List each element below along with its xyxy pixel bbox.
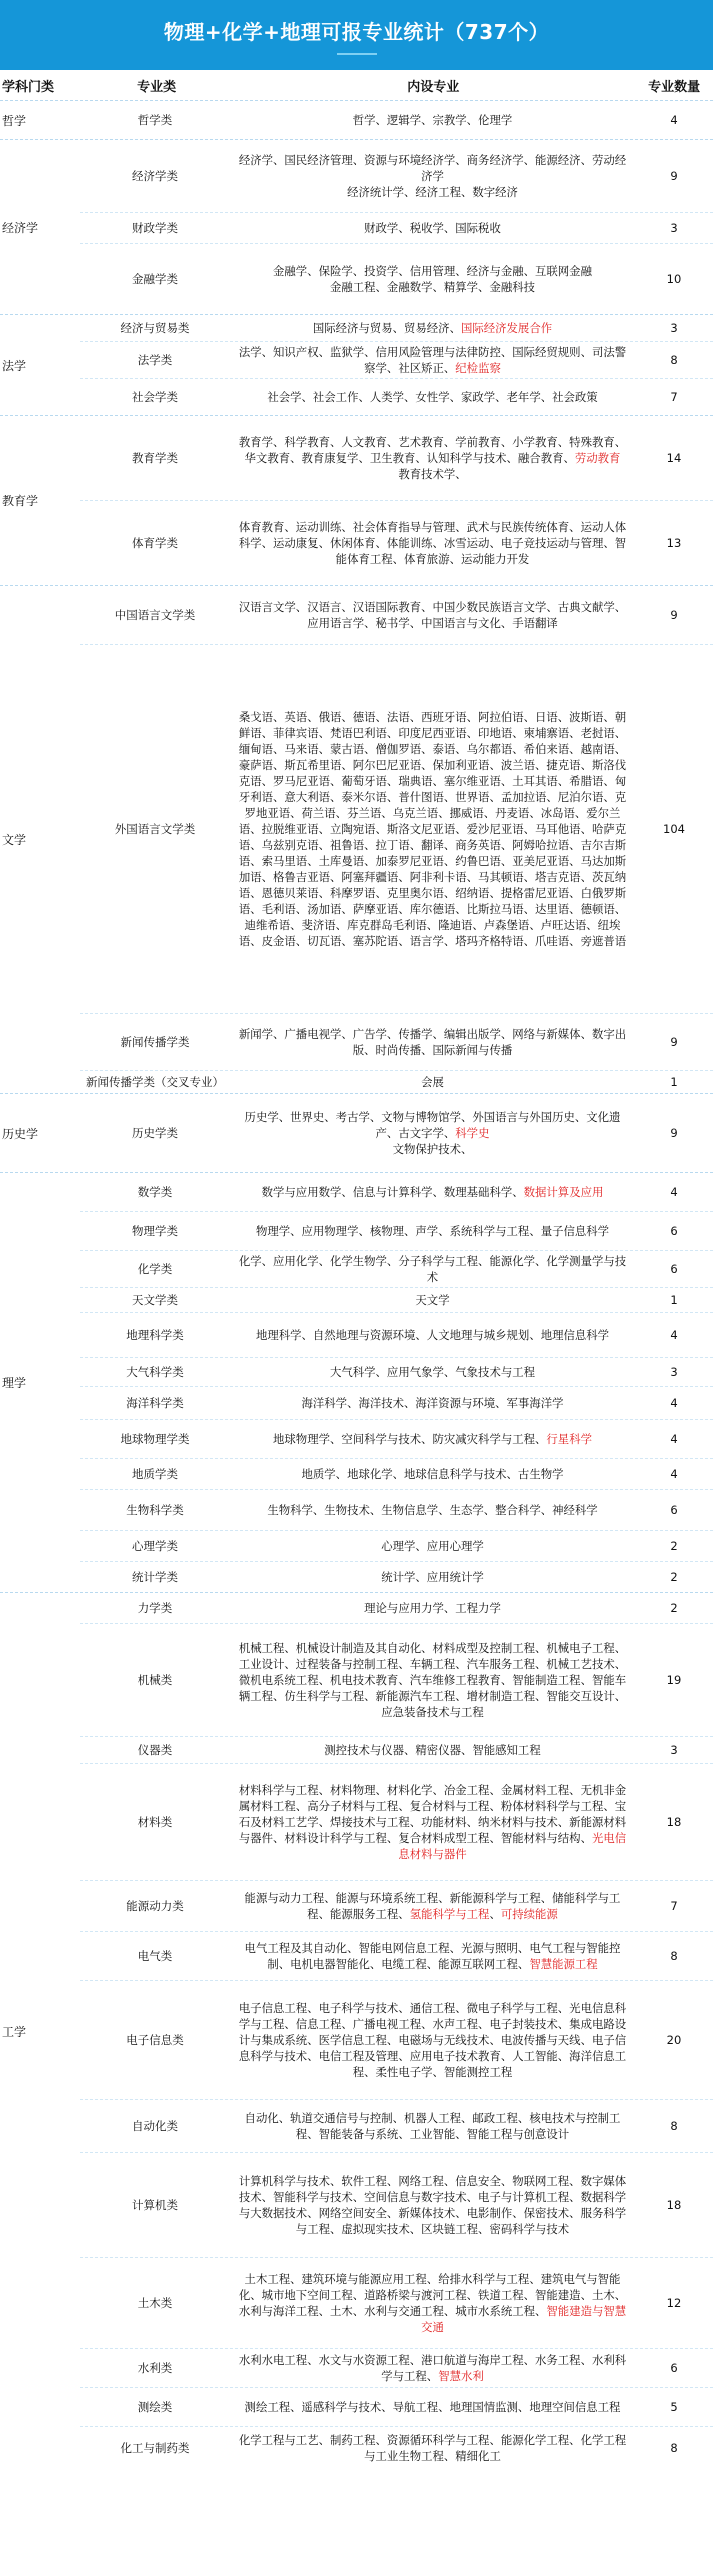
major-text: 教育学、科学教育、人文教育、艺术教育、学前教育、小学教育、特殊教育、华文教育、教育康复学、卫生教育、认知科学与技术、融合教育、 [238, 435, 627, 465]
table-row [80, 644, 713, 1013]
major-text: 地理科学、自然地理与资源环境、人文地理与城乡规划、地理信息科学 [255, 1328, 610, 1342]
majors-cell [230, 2429, 635, 2467]
table-header [0, 70, 713, 100]
major-text: 大气科学、应用气象学、气象技术与工程 [329, 1365, 536, 1379]
discipline-group [0, 415, 713, 585]
count-cell: 5 [670, 2400, 678, 2414]
table-row [80, 586, 713, 644]
majors-cell [230, 1392, 635, 1414]
major-text: 桑戈语、英语、俄语、德语、法语、西班牙语、阿拉伯语、日语、波斯语、朝鲜语、菲律宾语、梵语巴利语、印度尼西亚语、印地语、柬埔寨语、老挝语、缅甸语、马来语、蒙古语、僧伽罗语、泰语、乌尔都语、希伯来语、越南语、豪萨语、斯瓦希里语、阿尔巴尼亚语、保加利亚语、波兰语、捷克语、斯洛伐克语、罗马尼亚语、葡萄牙语、瑞典语、塞尔维亚语、土耳其语、希腊语、匈牙利语、意大利语、泰米尔语、普什图语、世界语、孟加拉语、尼泊尔语、克罗地亚语、荷兰语、芬兰语、乌克兰语、挪威语、丹麦语、冰岛语、爱尔兰语、拉脱维亚语、立陶宛语、斯洛文尼亚语、爱沙尼亚语、马耳他语、哈萨克语、乌兹别克语、祖鲁语、拉丁语、翻译、商务英语、阿姆哈拉语、吉尔吉斯语、索马里语、土库曼语、加泰罗尼亚语、约鲁巴语、亚美尼亚语、马达加斯加语、格鲁吉亚语、阿塞拜疆语、阿非利卡语、马其顿语、塔吉克语、茨瓦纳语、恩德贝莱语、科摩罗语、克里奥尔语、绍纳语、提格雷尼亚语、白俄罗斯语、毛利语、汤加语、萨摩亚语、库尔德语、比斯拉马语、达里语、德顿语、迪维希语、斐济语、库克群岛毛利语、隆迪语、卢森堡语、卢旺达语、纽埃语、皮金语、切瓦语、塞苏陀语、语言学、塔玛齐格特语、爪哇语、旁遮普语 [238, 710, 627, 948]
majors-cell [230, 1887, 635, 1925]
category-cell: 材料类 [137, 1815, 173, 1829]
table-row [80, 1173, 713, 1211]
majors-cell [230, 1324, 635, 1346]
category-cell: 地质学类 [132, 1467, 178, 1481]
majors-cell [230, 2107, 635, 2145]
count-cell: 9 [670, 1126, 678, 1140]
count-cell: 1 [670, 1075, 678, 1089]
table-row [80, 1250, 713, 1287]
count-cell: 7 [670, 390, 678, 404]
table-row [80, 1419, 713, 1458]
table-row [80, 140, 713, 212]
majors-cell [230, 1535, 635, 1557]
table-row [80, 416, 713, 500]
discipline-group [0, 1592, 713, 2469]
major-text: 测控技术与仪器、精密仪器、智能感知工程 [324, 1743, 541, 1757]
majors-cell [230, 341, 635, 379]
table-row [80, 1357, 713, 1386]
highlight-major: 纪检监察 [455, 361, 501, 375]
category-cell: 测绘类 [137, 2400, 173, 2414]
category-cell: 天文学类 [132, 1293, 178, 1307]
major-text: 、 [489, 1907, 501, 1921]
major-text: 统计学、应用统计学 [381, 1570, 484, 1584]
major-text: 社会学、社会工作、人类学、女性学、家政学、老年学、社会政策 [267, 390, 598, 404]
majors-cell [230, 1071, 635, 1093]
major-text: 测绘工程、遥感科学与技术、导航工程、地理国情监测、地理空间信息工程 [244, 2400, 621, 2414]
category-cell: 大气科学类 [126, 1365, 184, 1379]
table-row [80, 1489, 713, 1530]
table-row [80, 101, 713, 139]
highlight-major: 智慧能源工程 [529, 1957, 598, 1971]
table-row [80, 2099, 713, 2152]
table-body [0, 100, 713, 2469]
count-cell: 6 [670, 1262, 678, 1276]
table-row [80, 1980, 713, 2099]
category-cell: 地球物理学类 [120, 1432, 190, 1446]
category-cell: 物理学类 [132, 1224, 178, 1238]
category-list [80, 140, 713, 314]
major-text: 法学、知识产权、监狱学、信用风险管理与法律防控、国际经贸规则、司法警察学、社区矫正、 [238, 345, 627, 375]
major-text: 水利水电工程、水文与水资源工程、港口航道与海岸工程、水务工程、水利科学与工程、 [238, 2353, 627, 2383]
count-cell: 3 [670, 1365, 678, 1379]
table-row [80, 1623, 713, 1736]
count-cell: 8 [670, 2441, 678, 2455]
major-text: 自动化、轨道交通信号与控制、机器人工程、邮政工程、核电技术与控制工程、智能装备与系统、工业智能、智能工程与创意设计 [244, 2111, 621, 2141]
category-cell: 能源动力类 [126, 1899, 184, 1913]
count-cell: 1 [670, 1293, 678, 1307]
major-text: 历史学、世界史、考古学、文物与博物馆学、外国语言与外国历史、文化遗产、古文字学、 [244, 1110, 621, 1140]
major-text: 金融学、保险学、投资学、信用管理、经济与金融、互联网金融 [273, 264, 592, 278]
highlight-major: 智慧水利 [438, 2369, 484, 2383]
category-list [80, 586, 713, 1093]
major-text: 心理学、应用心理学 [381, 1539, 484, 1553]
highlight-major: 光电信息材料与器件 [398, 1831, 627, 1861]
table-row [80, 1211, 713, 1250]
majors-cell [230, 1937, 635, 1975]
table-row [80, 1013, 713, 1070]
table-row [80, 1070, 713, 1093]
majors-cell [230, 1597, 635, 1619]
table-row [80, 1561, 713, 1592]
majors-cell [230, 1997, 635, 2083]
majors-cell [230, 386, 635, 408]
major-text: 汉语言文学、汉语言、汉语国际教育、中国少数民族语言文学、古典文献学、应用语言学、秘书学、中国语言与文化、手语翻译 [238, 600, 627, 630]
table-row [80, 1386, 713, 1419]
table-row [80, 1458, 713, 1489]
table-row [80, 1287, 713, 1312]
highlight-major: 氢能科学与工程 [409, 1907, 490, 1921]
header-discipline: 学科门类 [2, 79, 55, 95]
count-cell: 14 [666, 451, 682, 465]
category-cell: 地理科学类 [126, 1328, 184, 1342]
category-cell: 化学类 [137, 1262, 173, 1276]
category-cell: 经济学类 [132, 169, 178, 183]
majors-cell [230, 317, 635, 339]
majors-cell [230, 2396, 635, 2418]
majors-cell [230, 1023, 635, 1061]
major-text: 计算机科学与技术、软件工程、网络工程、信息安全、物联网工程、数字媒体技术、智能科学与技术、空间信息与数字技术、电子与计算机工程、数据科学与大数据技术、网络空间安全、新媒体技术、电影制作、保密技术、服务科学与工程、虚拟现实技术、区块链工程、密码科学与技术 [238, 2174, 627, 2236]
category-list [80, 416, 713, 585]
table-row [80, 2257, 713, 2348]
majors-cell [230, 431, 635, 485]
discipline-group [0, 100, 713, 139]
category-cell: 海洋科学类 [126, 1396, 184, 1410]
category-cell: 社会学类 [132, 390, 178, 404]
category-list [80, 101, 713, 139]
header-count: 专业数量 [648, 79, 701, 95]
major-text: 国际经济与贸易、贸易经济、 [312, 321, 461, 335]
table-row [80, 1763, 713, 1880]
majors-cell [230, 1106, 635, 1160]
majors-cell [230, 109, 635, 131]
highlight-major: 行星科学 [546, 1432, 592, 1446]
majors-cell [230, 2170, 635, 2240]
category-cell: 金融学类 [132, 272, 178, 286]
table-row [80, 1312, 713, 1357]
category-cell: 力学类 [137, 1601, 173, 1615]
major-text: 电子信息工程、电子科学与技术、通信工程、微电子科学与工程、光电信息科学与工程、信息工程、广播电视工程、水声工程、电子封装技术、集成电路设计与集成系统、医学信息工程、电磁场与无线技术、电波传播与天线、电子信息科学与技术、电信工程及管理、应用电子技术教育、人工智能、海洋信息工程、柔性电子学、智能测控工程 [238, 2001, 627, 2079]
table-row [80, 2152, 713, 2257]
category-cell: 外国语言文学类 [114, 822, 196, 836]
table-row [80, 341, 713, 378]
count-cell: 4 [670, 1467, 678, 1481]
title-underline [337, 53, 377, 55]
major-text: 物理学、应用物理学、核物理、声学、系统科学与工程、量子信息科学 [255, 1224, 610, 1238]
count-cell: 12 [666, 2296, 682, 2310]
table-row [80, 378, 713, 415]
majors-cell [230, 1361, 635, 1383]
category-cell: 历史学类 [132, 1126, 178, 1140]
major-text: 地质学、地球化学、地球信息科学与技术、古生物学 [301, 1467, 564, 1481]
category-cell: 数学类 [137, 1185, 173, 1199]
discipline-group [0, 1093, 713, 1172]
count-cell: 4 [670, 1328, 678, 1342]
category-cell: 电气类 [137, 1949, 173, 1963]
category-list [80, 1593, 713, 2469]
major-text: 新闻学、广播电视学、广告学、传播学、编辑出版学、网络与新媒体、数字出版、时尚传播、国际新闻与传播 [238, 1027, 627, 1057]
discipline-label: 历史学 [2, 1126, 39, 1141]
count-cell: 18 [666, 2198, 682, 2212]
major-text: 化学工程与工艺、制药工程、资源循环科学与工程、能源化学工程、化学工程与工业生物工程、精细化工 [238, 2433, 627, 2463]
table-row [80, 243, 713, 314]
major-text: 土木工程、建筑环境与能源应用工程、给排水科学与工程、建筑电气与智能化、城市地下空间工程、道路桥梁与渡河工程、铁道工程、智能建造、土木、水利与海洋工程、土木、水利与交通工程、城市水系统工程、 [238, 2272, 627, 2318]
category-cell: 水利类 [137, 2361, 173, 2375]
major-text: 教育技术学、 [398, 467, 467, 481]
discipline-label: 教育学 [2, 494, 39, 508]
header-majors: 内设专业 [407, 79, 460, 95]
count-cell: 2 [670, 1601, 678, 1615]
highlight-major: 劳动教育 [574, 451, 621, 465]
discipline-group [0, 585, 713, 1093]
majors-cell [230, 1250, 635, 1288]
majors-cell [230, 2268, 635, 2338]
majors-cell [230, 596, 635, 634]
highlight-major: 智能建造与智慧交通 [421, 2304, 627, 2334]
header-category: 专业类 [137, 79, 177, 95]
count-cell: 10 [666, 272, 682, 286]
majors-cell [230, 217, 635, 239]
category-cell: 法学类 [137, 353, 173, 367]
category-cell: 统计学类 [132, 1570, 178, 1584]
majors-cell [230, 706, 635, 952]
title-banner [0, 0, 713, 70]
major-text: 财政学、税收学、国际税收 [364, 221, 501, 235]
count-cell: 6 [670, 2361, 678, 2375]
count-cell: 8 [670, 2119, 678, 2133]
category-cell: 经济与贸易类 [120, 321, 190, 335]
table-row [80, 1593, 713, 1623]
highlight-major: 数据计算及应用 [523, 1185, 604, 1199]
count-cell: 19 [666, 1673, 682, 1687]
category-list [80, 1173, 713, 1592]
majors-cell [230, 1779, 635, 1865]
major-text: 理论与应用力学、工程力学 [364, 1601, 501, 1615]
count-cell: 6 [670, 1503, 678, 1517]
category-list [80, 1094, 713, 1172]
majors-cell [230, 516, 635, 570]
count-cell: 9 [670, 608, 678, 622]
discipline-group [0, 314, 713, 415]
count-cell: 9 [670, 169, 678, 183]
majors-cell [230, 1463, 635, 1485]
category-cell: 新闻传播学类 [120, 1035, 190, 1049]
majors-cell [230, 1499, 635, 1521]
count-cell: 4 [670, 1432, 678, 1446]
page-title: 物理+化学+地理可报专业统计（737个） [163, 20, 550, 44]
count-cell: 3 [670, 221, 678, 235]
count-cell: 3 [670, 321, 678, 335]
count-cell: 7 [670, 1899, 678, 1913]
category-cell: 财政学类 [132, 221, 178, 235]
category-cell: 生物科学类 [126, 1503, 184, 1517]
majors-cell [230, 1289, 635, 1311]
highlight-major: 可持续能源 [500, 1907, 558, 1921]
category-cell: 土木类 [137, 2296, 173, 2310]
count-cell: 2 [670, 1570, 678, 1584]
count-cell: 4 [670, 113, 678, 127]
category-cell: 化工与制药类 [120, 2441, 190, 2455]
majors-cell [230, 1220, 635, 1242]
majors-cell [230, 260, 635, 298]
table-row [80, 315, 713, 341]
table-row [80, 1880, 713, 1931]
table-row [80, 500, 713, 585]
discipline-group [0, 139, 713, 314]
highlight-major: 科学史 [455, 1126, 490, 1140]
count-cell: 2 [670, 1539, 678, 1553]
count-cell: 20 [666, 2033, 682, 2047]
discipline-label: 文学 [2, 833, 27, 847]
major-text: 海洋科学、海洋技术、海洋资源与环境、军事海洋学 [301, 1396, 564, 1410]
majors-cell [230, 1428, 635, 1450]
discipline-label: 经济学 [2, 220, 39, 235]
majors-cell [230, 1637, 635, 1723]
highlight-major: 国际经济发展合作 [460, 321, 553, 335]
major-text: 天文学 [415, 1293, 450, 1307]
table-row [80, 2426, 713, 2469]
table-row [80, 1931, 713, 1980]
count-cell: 18 [666, 1815, 682, 1829]
discipline-label: 法学 [2, 358, 27, 373]
count-cell: 4 [670, 1185, 678, 1199]
count-cell: 3 [670, 1743, 678, 1757]
major-text: 经济统计学、经济工程、数字经济 [347, 185, 518, 199]
category-cell: 仪器类 [137, 1743, 173, 1757]
major-text: 哲学、逻辑学、宗教学、伦理学 [352, 113, 513, 127]
majors-cell [230, 1739, 635, 1761]
table-row [80, 1736, 713, 1763]
count-cell: 13 [666, 536, 682, 550]
category-cell: 中国语言文学类 [114, 608, 196, 622]
category-list [80, 315, 713, 415]
table-row [80, 1094, 713, 1172]
count-cell: 104 [663, 822, 685, 836]
count-cell: 9 [670, 1035, 678, 1049]
category-cell: 体育学类 [132, 536, 178, 550]
category-cell: 电子信息类 [126, 2033, 184, 2047]
major-text: 机械工程、机械设计制造及其自动化、材料成型及控制工程、机械电子工程、工业设计、过程装备与控制工程、车辆工程、汽车服务工程、机械工艺技术、微机电系统工程、机电技术教育、汽车维修工程教育、智能制造工程、智能车辆工程、仿生科学与工程、新能源汽车工程、增材制造工程、智能交互设计、应急装备技术与工程 [238, 1641, 627, 1719]
majors-cell [230, 1566, 635, 1588]
majors-cell [230, 1181, 635, 1203]
major-text: 经济学、国民经济管理、资源与环境经济学、商务经济学、能源经济、劳动经济学 [238, 153, 627, 183]
major-text: 数学与应用数学、信息与计算科学、数理基础科学、 [261, 1185, 524, 1199]
major-text: 生物科学、生物技术、生物信息学、生态学、整合科学、神经科学 [267, 1503, 598, 1517]
discipline-label: 工学 [2, 2024, 27, 2039]
category-cell: 教育学类 [132, 451, 178, 465]
major-text: 文物保护技术、 [392, 1142, 473, 1156]
major-text: 材料科学与工程、材料物理、材料化学、冶金工程、金属材料工程、无机非金属材料工程、高分子材料与工程、复合材料与工程、粉体材料科学与工程、宝石及材料工艺学、焊接技术与工程、功能材料、纳米材料与技术、新能源材料与器件、材料设计科学与工程、复合材料成型工程、智能材料与结构、 [238, 1783, 627, 1845]
discipline-group [0, 1172, 713, 1592]
count-cell: 8 [670, 1949, 678, 1963]
count-cell: 8 [670, 353, 678, 367]
discipline-label: 哲学 [2, 113, 27, 128]
table-row [80, 2387, 713, 2426]
category-cell: 机械类 [137, 1673, 173, 1687]
category-cell: 计算机类 [132, 2198, 178, 2212]
majors-cell [230, 2349, 635, 2387]
major-text: 金融工程、金融数学、精算学、金融科技 [329, 280, 536, 294]
major-text: 会展 [421, 1075, 444, 1089]
count-cell: 4 [670, 1396, 678, 1410]
category-cell: 自动化类 [132, 2119, 178, 2133]
table-row [80, 212, 713, 243]
discipline-label: 理学 [2, 1376, 27, 1390]
major-text: 能源与动力工程、能源与环境系统工程、新能源科学与工程、储能科学与工程、能源服务工程、 [244, 1891, 621, 1921]
table-row [80, 1530, 713, 1561]
count-cell: 6 [670, 1224, 678, 1238]
major-text: 地球物理学、空间科学与技术、防灾减灾科学与工程、 [273, 1432, 547, 1446]
majors-cell [230, 149, 635, 203]
major-text: 电气工程及其自动化、智能电网信息工程、光源与照明、电气工程与智能控制、电机电器智能化、电缆工程、能源互联网工程、 [244, 1941, 621, 1971]
table-row [80, 2348, 713, 2387]
category-cell: 哲学类 [137, 113, 173, 127]
major-text: 体育教育、运动训练、社会体育指导与管理、武术与民族传统体育、运动人体科学、运动康复、休闲体育、体能训练、冰雪运动、电子竞技运动与管理、智能体育工程、体育旅游、运动能力开发 [238, 520, 627, 566]
major-text: 化学、应用化学、化学生物学、分子科学与工程、能源化学、化学测量学与技术 [238, 1254, 627, 1284]
category-cell: 新闻传播学类（交叉专业） [86, 1075, 224, 1089]
category-cell: 心理学类 [132, 1539, 178, 1553]
